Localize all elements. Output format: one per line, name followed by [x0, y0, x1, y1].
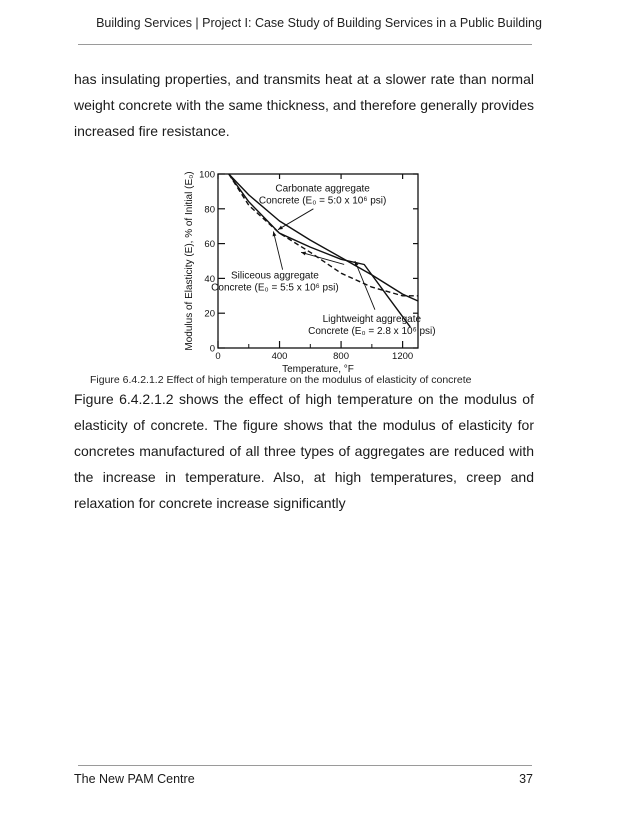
leader-arrowhead — [301, 252, 306, 256]
x-tick-label: 1200 — [392, 351, 414, 362]
y-axis-title: Modulus of Elasticity (E), % of Initial (E₀) — [184, 171, 195, 351]
page-header: Building Services | Project I: Case Study of Building Services in a Public Building — [96, 16, 542, 30]
leader-line — [355, 261, 375, 310]
lightweight-label: Concrete (E₀ = 2.8 x 10⁶ psi) — [308, 325, 436, 337]
y-tick-label: 80 — [204, 204, 215, 216]
y-tick-label: 40 — [204, 273, 215, 285]
siliceous-label: Siliceous aggregate — [231, 270, 319, 282]
x-tick-label: 800 — [333, 351, 350, 362]
y-tick-label: 0 — [209, 343, 215, 355]
x-tick-label: 0 — [215, 351, 221, 362]
figure-caption: Figure 6.4.2.1.2 Effect of high temperature on the modulus of elasticity of concrete — [90, 374, 472, 386]
x-axis-title: Temperature, °F — [282, 364, 354, 375]
lightweight-label: Lightweight aggregate — [322, 313, 422, 325]
y-tick-label: 20 — [204, 308, 215, 320]
modulus-chart — [180, 160, 440, 376]
footer-rule — [78, 765, 532, 766]
paragraph-2: Figure 6.4.2.1.2 shows the effect of high temperature on the modulus of elasticity of concrete. The figure shows that the modulus of elasticity for concretes manufactured of all three types of aggregates are reduced with the increase in temperature. Also, at high temperatures, creep and relaxation for concrete increase significantly — [74, 391, 534, 511]
y-tick-label: 100 — [199, 169, 215, 181]
paragraph-1: has insulating properties, and transmits heat at a slower rate than normal weight concrete with the same thickness, and therefore generally provides increased fire resistance. — [74, 71, 534, 139]
carbonate-label: Concrete (E₀ = 5:0 x 10⁶ psi) — [258, 195, 387, 207]
footer-title: The New PAM Centre — [74, 772, 195, 786]
leader-line — [278, 209, 313, 230]
siliceous-label: Concrete (E₀ = 5:5 x 10⁶ psi) — [211, 282, 339, 294]
header-rule — [78, 44, 532, 45]
carbonate-label: Carbonate aggregate — [275, 183, 370, 195]
x-tick-label: 400 — [271, 351, 288, 362]
page-number: 37 — [519, 772, 533, 786]
y-tick-label: 60 — [204, 239, 215, 251]
leader-line — [273, 231, 282, 269]
